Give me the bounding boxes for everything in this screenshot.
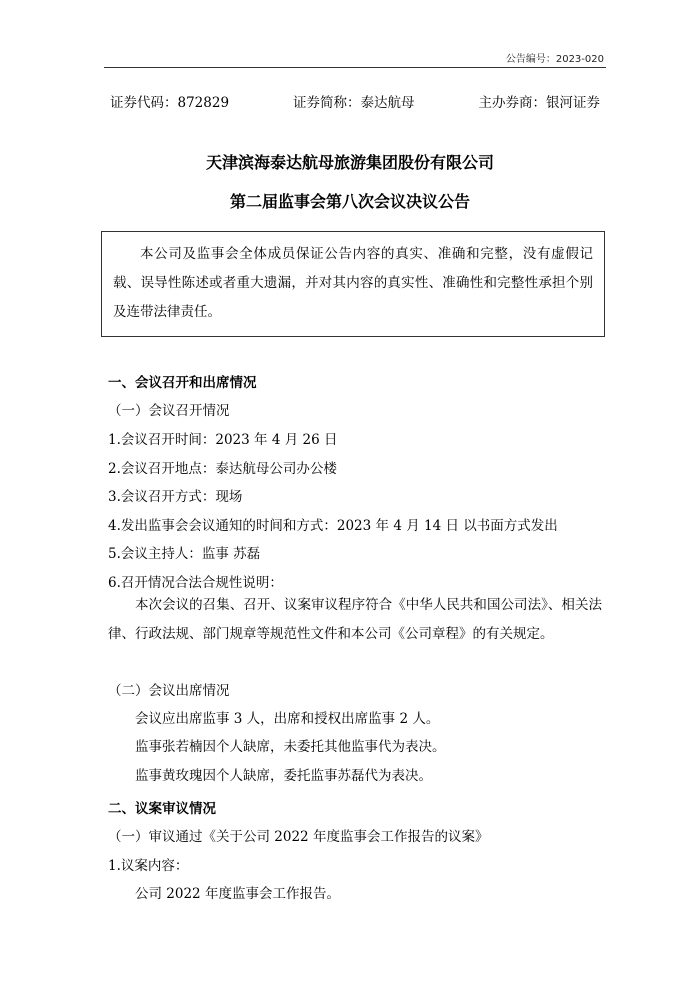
meeting-location: 2.会议召开地点：泰达航母公司办公楼 <box>108 461 337 477</box>
securities-short-name: 证券简称：泰达航母 <box>293 95 415 111</box>
meeting-notice: 4.发出监事会会议通知的时间和方式：2023 年 4 月 14 日 以书面方式发出 <box>108 518 558 534</box>
section-2-sub-1-heading: （一）审议通过《关于公司 2022 年度监事会工作报告的议案》 <box>108 829 489 845</box>
compliance-paragraph: 本次会议的召集、召开、议案审议程序符合《中华人民共和国公司法》、相关法律、行政法规、部门规章等规范性文件和本公司《公司章程》的有关规定。 <box>108 597 602 642</box>
disclaimer-box: 本公司及监事会全体成员保证公告内容的真实、准确和完整，没有虚假记载、误导性陈述或者重大遗漏，并对其内容的真实性、准确性和完整性承担个别及连带法律责任。 <box>101 231 605 337</box>
section-2-heading: 二、议案审议情况 <box>108 801 216 817</box>
company-title: 天津滨海泰达航母旅游集团股份有限公司 <box>205 153 494 172</box>
attendance-count: 会议应出席监事 3 人，出席和授权出席监事 2 人。 <box>135 711 440 727</box>
absence-note-1: 监事张若楠因个人缺席，未委托其他监事代为表决。 <box>135 739 446 755</box>
proposal-content: 公司 2022 年度监事会工作报告。 <box>135 886 340 902</box>
compliance-label: 6.召开情况合法合规性说明： <box>108 575 283 591</box>
section-1-heading: 一、会议召开和出席情况 <box>108 375 257 391</box>
meeting-host: 5.会议主持人：监事 苏磊 <box>108 546 261 562</box>
notice-number: 公告编号：2023-020 <box>505 54 604 65</box>
securities-code: 证券代码：872829 <box>110 95 230 111</box>
absence-note-2: 监事黄玫瑰因个人缺席，委托监事苏磊代为表决。 <box>135 768 432 784</box>
sponsor-broker: 主办券商：银河证券 <box>478 95 600 111</box>
proposal-content-label: 1.议案内容： <box>108 858 189 874</box>
meeting-time: 1.会议召开时间：2023 年 4 月 26 日 <box>108 432 338 448</box>
meeting-method: 3.会议召开方式：现场 <box>108 489 243 505</box>
securities-info-line <box>110 91 600 111</box>
section-1-sub-2-heading: （二）会议出席情况 <box>108 683 230 699</box>
announcement-title: 第二届监事会第八次会议决议公告 <box>229 192 470 211</box>
header-divider <box>104 67 606 68</box>
section-1-sub-1-heading: （一）会议召开情况 <box>108 403 230 419</box>
